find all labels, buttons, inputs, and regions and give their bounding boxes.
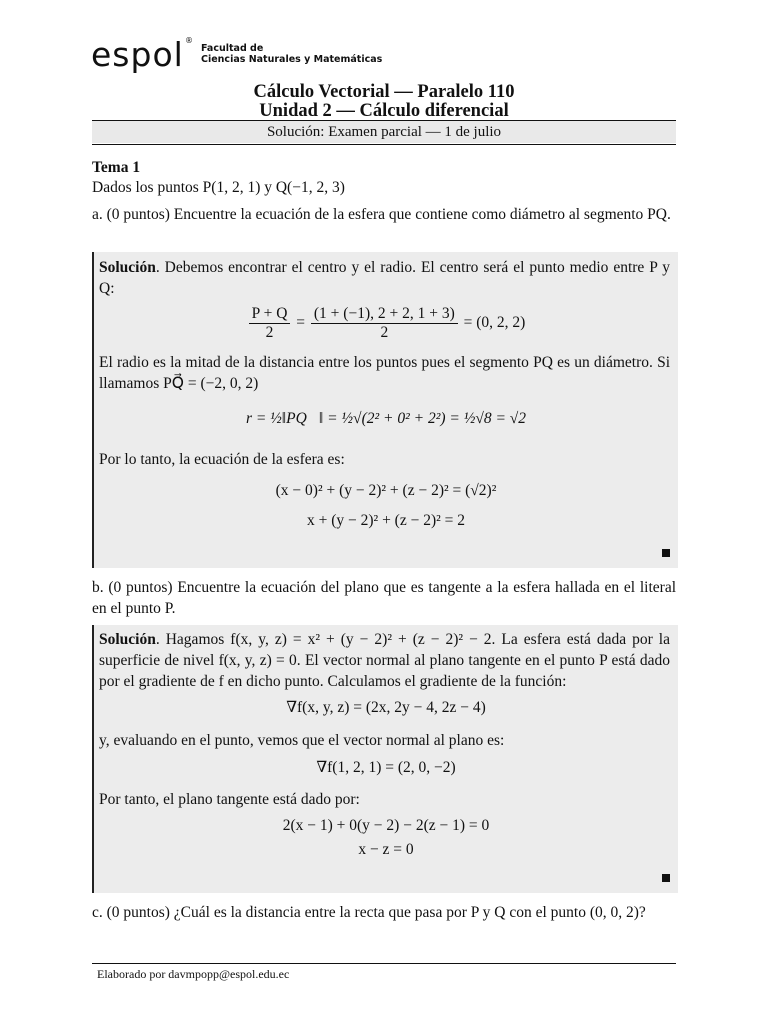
solution-a-text3: Por lo tanto, la ecuación de la esfera es: bbox=[99, 451, 345, 468]
footer-rule bbox=[92, 963, 676, 964]
footer-author: Elaborado por davmpopp@espol.edu.ec bbox=[97, 967, 290, 981]
solution-a-label: Solución bbox=[99, 259, 156, 276]
solution-b-plane-equation-2: x − z = 0 bbox=[358, 841, 414, 858]
solution-box-b bbox=[92, 625, 678, 893]
logo-wordmark: espol bbox=[91, 35, 184, 74]
part-c-statement: c. (0 puntos) ¿Cuál es la distancia entre la recta que pasa por P y Q con el punto (0, 0, 2)? bbox=[92, 904, 646, 921]
solution-a-radius-equation: r = ½‖PQ⃗‖ = ½√(2² + 0² + 2²) = ½√8 = √2 bbox=[245, 410, 527, 427]
faculty-name bbox=[201, 43, 382, 65]
title-rule-bottom bbox=[92, 144, 676, 145]
solution-b-intro bbox=[99, 629, 670, 692]
solution-a-intro bbox=[99, 257, 670, 299]
midpoint-fraction-lhs: $\frac{P + Q}{2}$ bbox=[249, 305, 291, 342]
solution-b-plane-equation-1: 2(x − 1) + 0(y − 2) − 2(z − 1) = 0 bbox=[282, 817, 490, 834]
solution-a-text2: El radio es la mitad de la distancia entre los puntos pues el segmento PQ es un diámetro. Si llamamos PQ⃗ = (−2, 0, 2) bbox=[99, 354, 670, 392]
solution-a-midpoint-equation: $\frac{P + Q}{2}$ = $\frac{(1 + (-1), 2 + 2, 1 + 3)}{2}$ = (0, 2, 2) bbox=[94, 305, 678, 342]
faculty-line-1: Facultad de bbox=[201, 43, 264, 54]
part-a-statement: a. (0 puntos) Encuentre la ecuación de la esfera que contiene como diámetro al segmento PQ. bbox=[92, 206, 671, 223]
unit-title: Unidad 2 — Cálculo diferencial bbox=[259, 101, 509, 121]
solution-b-text3: Por tanto, el plano tangente está dado por: bbox=[99, 791, 360, 808]
qed-square-b bbox=[662, 874, 670, 882]
solution-b-text2: y, evaluando en el punto, vemos que el vector normal al plano es: bbox=[99, 732, 505, 749]
espol-logo bbox=[91, 35, 193, 74]
tema-heading: Tema 1 bbox=[92, 159, 141, 176]
exam-subtitle: Solución: Examen parcial — 1 de julio bbox=[92, 121, 676, 143]
course-title: Cálculo Vectorial — Paralelo 110 bbox=[253, 82, 515, 102]
part-b-statement: b. (0 puntos) Encuentre la ecuación del plano que es tangente a la esfera hallada en el literal en el punto P. bbox=[92, 579, 676, 617]
solution-b-gradient-equation: ∇f(x, y, z) = (2x, 2y − 4, 2z − 4) bbox=[286, 699, 486, 716]
solution-a-text1: . Debemos encontrar el centro y el radio. El centro será el punto medio entre P y Q: bbox=[99, 259, 670, 297]
solution-b-text1: . Hagamos f(x, y, z) = x² + (y − 2)² + (z − 2)² − 2. La esfera está dada por la superficie de nivel f(x, y, z) = 0. El vector normal al plano tangente en el punto P está dado por el gradiente de f en dicho punto. Calculamos el gradiente de la función: bbox=[99, 631, 670, 690]
midpoint-fraction-mid: $\frac{(1 + (-1), 2 + 2, 1 + 3)}{2}$ bbox=[311, 305, 458, 342]
solution-b-label: Solución bbox=[99, 631, 156, 648]
solution-b-normal-equation: ∇f(1, 2, 1) = (2, 0, −2) bbox=[316, 759, 456, 776]
solution-a-sphere-equation-1: (x − 0)² + (y − 2)² + (z − 2)² = (√2)² bbox=[275, 482, 497, 499]
solution-a-sphere-equation-2: x + (y − 2)² + (z − 2)² = 2 bbox=[306, 512, 466, 529]
tema-intro: Dados los puntos P(1, 2, 1) y Q(−1, 2, 3) bbox=[92, 179, 345, 196]
logo-registered-mark: ® bbox=[185, 36, 193, 45]
document-title bbox=[92, 83, 676, 121]
faculty-line-2: Ciencias Naturales y Matemáticas bbox=[201, 54, 383, 65]
midpoint-result: = (0, 2, 2) bbox=[463, 314, 526, 332]
qed-square-a bbox=[662, 549, 670, 557]
solution-box-a bbox=[92, 252, 678, 568]
